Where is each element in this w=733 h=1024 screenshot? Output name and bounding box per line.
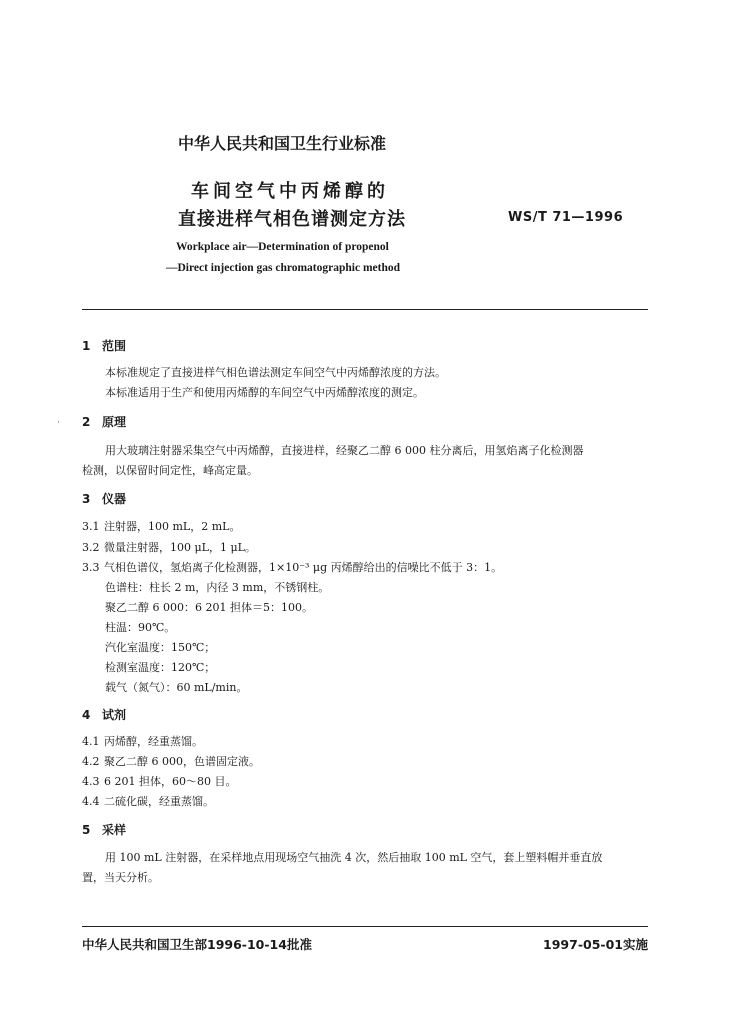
item-number: 4.3 [82,775,100,788]
section-1-heading [82,337,126,354]
section-4-item-3 [82,773,236,789]
section-3-item-1 [82,518,240,534]
section-number: 4 [82,708,91,722]
item-number: 4.1 [82,735,100,748]
title-en-line2: —Direct injection gas chromatographic method [166,262,401,274]
margin-mark: · [57,418,60,428]
section-5-line-1: 用 100 mL 注射器，在采样地点用现场空气抽洗 4 次，然后抽取 100 mL 空气，套上塑料帽并垂直放 [105,851,603,864]
section-number: 1 [82,339,91,353]
section-title: 采样 [102,823,127,837]
section-2-line-1: 用大玻璃注射器采集空气中丙烯醇，直接进样，经聚乙二醇 6 000 柱分离后，用氢焰离子化检测器 [105,444,584,457]
footer-divider [82,926,648,927]
item-number: 3.3 [82,561,100,574]
standard-number: WS/T 71—1996 [508,210,624,225]
item-text: 二硫化碳，经重蒸馏。 [104,795,214,808]
title-zh-line1: 车间空气中丙烯醇的 [191,181,389,202]
section-number: 2 [82,415,91,429]
carrier-gas: 载气（氮气）：60 mL/min。 [105,681,248,694]
item-text: 注射器，100 mL，2 mL。 [104,520,241,533]
header-divider [82,309,648,310]
item-text: 丙烯醇，经重蒸馏。 [104,735,203,748]
item-number: 3.1 [82,520,100,533]
section-title: 原理 [102,415,127,429]
item-text: 气相色谱仪，氢焰离子化检测器，1×10⁻³ μg 丙烯醇给出的信噪比不低于 3：1。 [104,561,503,574]
section-title: 仪器 [102,492,127,506]
section-3-item-3 [82,559,502,575]
section-2-line-2: 检测，以保留时间定性，峰高定量。 [82,464,258,477]
section-number: 5 [82,823,91,837]
detector-temperature: 检测室温度：120℃； [105,661,216,674]
section-1-para-2: 本标准适用于生产和使用丙烯醇的车间空气中丙烯醇浓度的测定。 [105,386,424,399]
implementation-date: 1997-05-01实施 [543,937,648,952]
section-title: 范围 [102,339,127,353]
column-temperature: 柱温：90℃。 [105,621,176,634]
section-5-line-2: 置，当天分析。 [82,871,159,884]
item-number: 4.2 [82,755,100,768]
section-number: 3 [82,492,91,506]
section-1-para-1: 本标准规定了直接进样气相色谱法测定车间空气中丙烯醇浓度的方法。 [105,366,446,379]
section-4-item-4 [82,793,214,809]
section-4-heading [82,706,126,723]
standard-class: 中华人民共和国卫生行业标准 [178,134,387,153]
title-en-line1: Workplace air—Determination of propenol [176,241,389,253]
column-spec: 色谱柱：柱长 2 m，内径 3 mm，不锈钢柱。 [105,581,330,594]
section-5-heading [82,821,126,838]
item-number: 3.2 [82,541,100,554]
item-number: 4.4 [82,795,100,808]
packing-ratio: 聚乙二醇 6 000：6 201 担体＝5：100。 [105,601,313,614]
vaporizer-temperature: 汽化室温度：150℃； [105,641,216,654]
section-4-item-2 [82,753,260,769]
section-4-item-1 [82,733,203,749]
item-text: 聚乙二醇 6 000，色谱固定液。 [104,755,260,768]
section-3-heading [82,490,126,507]
item-text: 6 201 担体，60～80 目。 [104,775,237,788]
section-title: 试剂 [102,708,127,722]
section-2-heading [82,413,126,430]
approval-line: 中华人民共和国卫生部1996-10-14批准 [82,937,312,952]
item-text: 微量注射器，100 μL，1 μL。 [104,541,256,554]
title-zh-line2: 直接进样气相色谱测定方法 [178,209,406,230]
section-3-item-2 [82,539,256,555]
